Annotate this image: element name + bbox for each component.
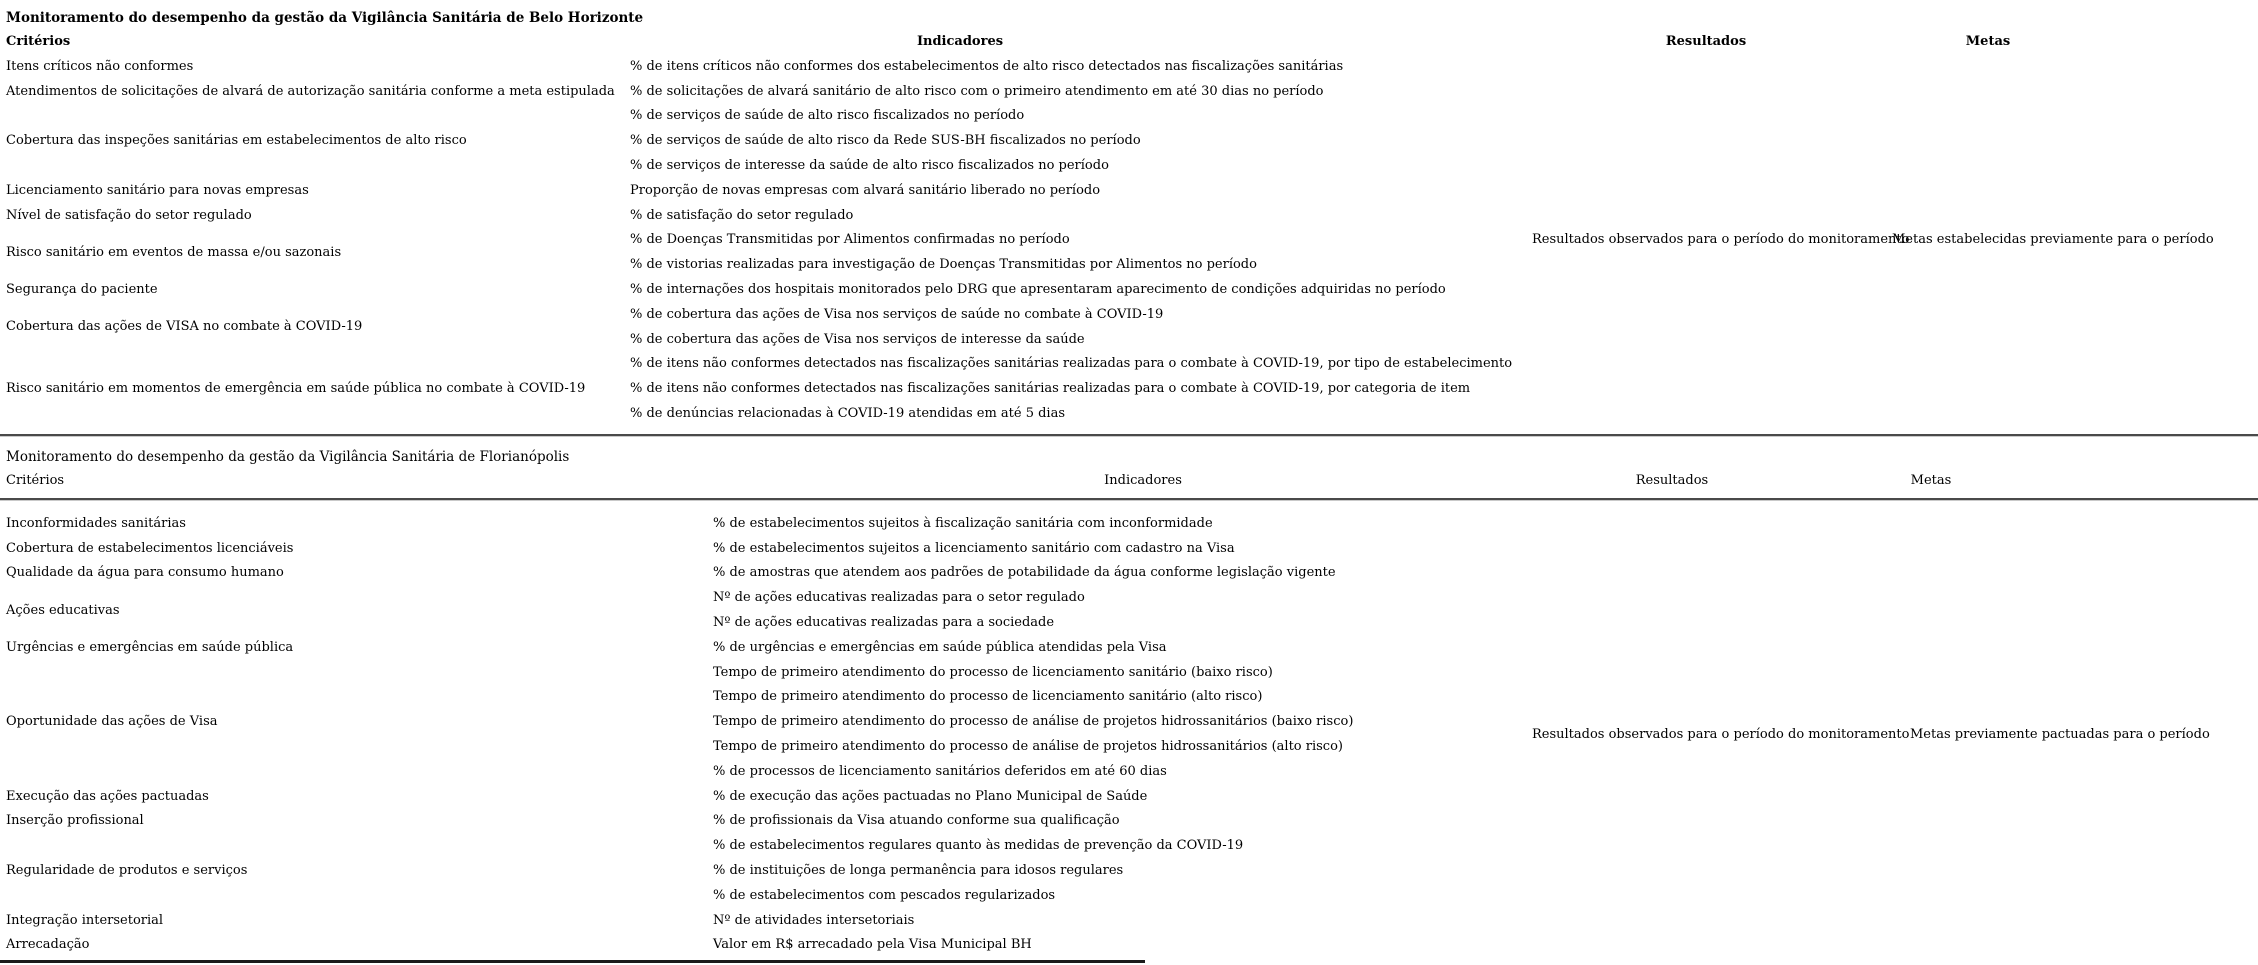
indicator-line: Valor em R$ arrecadado pela Visa Municipal BH <box>713 937 1032 953</box>
indicator-line: Nº de atividades intersetoriais <box>713 912 915 928</box>
indicator-line: % de solicitações de alvará sanitário de alto risco com o primeiro atendimento em até 30 dias no período <box>630 83 1324 99</box>
table-header-row <box>0 30 2258 54</box>
criterion-cell: Risco sanitário em eventos de massa e/ou sazonais <box>6 244 342 260</box>
indicator-group <box>707 660 1532 784</box>
criterion-cell: Cobertura de estabelecimentos licenciáveis <box>6 540 294 556</box>
criterion-cell: Oportunidade das ações de Visa <box>6 714 218 730</box>
indicator-line: % de estabelecimentos sujeitos à fiscalização sanitária com inconformidade <box>713 515 1213 531</box>
bottom-table-edge <box>0 960 1145 963</box>
criterion-cell: Risco sanitário em momentos de emergência em saúde pública no combate à COVID-19 <box>6 381 586 397</box>
criterion-cell: Inconformidades sanitárias <box>6 515 186 531</box>
indicator-group <box>707 561 1532 586</box>
indicator-group <box>624 277 1532 302</box>
column-header-metas: Metas <box>1965 34 2011 49</box>
indicator-line: % de satisfação do setor regulado <box>630 207 854 223</box>
indicator-group <box>707 635 1532 660</box>
criterion-cell: Integração intersetorial <box>6 912 164 928</box>
indicator-line: % de itens não conformes detectados nas fiscalizações sanitárias realizadas para o combate à COVID-19, por categoria de item <box>630 381 1471 397</box>
column-header-indicadores: Indicadores <box>1104 472 1182 488</box>
indicator-group <box>707 511 1532 536</box>
indicator-group <box>707 833 1532 907</box>
column-header-indicadores: Indicadores <box>916 34 1004 49</box>
table-body <box>0 54 2258 426</box>
indicator-group <box>624 54 1532 79</box>
column-header-criterios: Critérios <box>6 34 71 49</box>
indicator-group <box>707 536 1532 561</box>
indicator-line: % de itens não conformes detectados nas fiscalizações sanitárias realizadas para o combate à COVID-19, por tipo de estabelecimento <box>630 356 1513 372</box>
metas-note: Metas previamente pactuadas para o período <box>1910 726 2210 742</box>
indicator-line: % de cobertura das ações de Visa nos serviços de interesse da saúde <box>630 331 1085 347</box>
monitoring-table-florianopolis <box>0 437 2258 957</box>
criterion-cell: Qualidade da água para consumo humano <box>6 565 284 581</box>
indicator-group <box>707 933 1532 958</box>
header-rule <box>0 498 2258 501</box>
indicator-line: % de internações dos hospitais monitorados pelo DRG que apresentaram aparecimento de condições adquiridas no período <box>630 282 1446 298</box>
indicator-group <box>624 178 1532 203</box>
indicator-line: % de denúncias relacionadas à COVID-19 atendidas em até 5 dias <box>630 406 1066 422</box>
column-header-resultados: Resultados <box>1635 472 1709 488</box>
indicator-line: % de estabelecimentos com pescados regularizados <box>713 887 1056 903</box>
criterion-cell: Atendimentos de solicitações de alvará de autorização sanitária conforme a meta estipulada <box>6 83 615 99</box>
indicator-group <box>707 784 1532 809</box>
indicator-line: Proporção de novas empresas com alvará sanitário liberado no período <box>630 182 1101 198</box>
criterion-cell: Segurança do paciente <box>6 282 158 298</box>
criterion-cell: Itens críticos não conformes <box>6 58 194 74</box>
criterion-cell: Cobertura das ações de VISA no combate à COVID-19 <box>6 319 363 335</box>
resultados-note: Resultados observados para o período do monitoramento <box>1532 726 1910 742</box>
column-header-resultados: Resultados <box>1665 34 1747 49</box>
indicator-group <box>707 585 1532 635</box>
indicator-line: Tempo de primeiro atendimento do processo de licenciamento sanitário (alto risco) <box>713 689 1263 705</box>
indicator-line: Nº de ações educativas realizadas para o setor regulado <box>713 590 1085 606</box>
criterion-cell: Regularidade de produtos e serviços <box>6 863 248 878</box>
table-header-row <box>0 469 2258 493</box>
indicator-line: Tempo de primeiro atendimento do processo de licenciamento sanitário (baixo risco) <box>713 664 1273 680</box>
criterion-cell: Urgências e emergências em saúde pública <box>6 639 294 655</box>
indicator-group <box>707 809 1532 834</box>
indicator-line: % de profissionais da Visa atuando conforme sua qualificação <box>713 813 1120 829</box>
table-body <box>0 511 2258 957</box>
indicator-group <box>624 79 1532 104</box>
resultados-note: Resultados observados para o período do monitoramento <box>1532 232 1910 248</box>
indicator-group <box>624 228 1532 278</box>
criterion-cell: Cobertura das inspeções sanitárias em estabelecimentos de alto risco <box>6 133 467 149</box>
indicator-group <box>624 104 1532 178</box>
indicator-line: % de serviços de saúde de alto risco da Rede SUS-BH fiscalizados no período <box>630 133 1141 149</box>
column-header-metas: Metas <box>1910 472 1952 488</box>
indicator-line: % de serviços de interesse da saúde de alto risco fiscalizados no período <box>630 158 1109 174</box>
indicator-group <box>624 203 1532 228</box>
metas-note: Metas estabelecidas previamente para o período <box>1892 232 2214 248</box>
indicator-line: % de processos de licenciamento sanitários deferidos em até 60 dias <box>713 763 1167 779</box>
indicator-line: % de amostras que atendem aos padrões de potabilidade da água conforme legislação vigente <box>713 565 1336 581</box>
indicator-line: % de urgências e emergências em saúde pública atendidas pela Visa <box>713 639 1167 655</box>
indicator-group <box>707 908 1532 933</box>
indicator-line: % de Doenças Transmitidas por Alimentos confirmadas no período <box>630 232 1070 248</box>
indicator-line: % de estabelecimentos sujeitos a licenciamento sanitário com cadastro na Visa <box>713 540 1235 556</box>
indicator-line: Tempo de primeiro atendimento do processo de análise de projetos hidrossanitários (alto risco) <box>713 739 1343 755</box>
criterion-cell: Inserção profissional <box>6 813 144 829</box>
indicator-line: % de itens críticos não conformes dos estabelecimentos de alto risco detectados nas fiscalizações sanitárias <box>630 58 1344 74</box>
indicator-line: % de estabelecimentos regulares quanto às medidas de prevenção da COVID-19 <box>713 838 1244 854</box>
criterion-cell: Licenciamento sanitário para novas empresas <box>6 182 309 198</box>
indicator-group <box>624 352 1532 426</box>
column-header-criterios: Critérios <box>6 472 65 488</box>
monitoring-table-belo-horizonte <box>0 0 2258 426</box>
indicator-line: % de instituições de longa permanência para idosos regulares <box>713 863 1124 878</box>
table-title: Monitoramento do desempenho da gestão da Vigilância Sanitária de Florianópolis <box>6 448 570 465</box>
criterion-cell: Arrecadação <box>6 937 90 953</box>
indicator-line: % de serviços de saúde de alto risco fiscalizados no período <box>630 108 1025 124</box>
indicator-group <box>624 302 1532 352</box>
indicator-line: % de vistorias realizadas para investigação de Doenças Transmitidas por Alimentos no período <box>630 257 1257 273</box>
indicator-line: Nº de ações educativas realizadas para a sociedade <box>713 615 1055 631</box>
criterion-cell: Nível de satisfação do setor regulado <box>6 207 252 223</box>
table-title: Monitoramento do desempenho da gestão da Vigilância Sanitária de Belo Horizonte <box>6 10 644 26</box>
indicator-line: Tempo de primeiro atendimento do processo de análise de projetos hidrossanitários (baixo risco) <box>713 714 1354 730</box>
indicator-line: % de execução das ações pactuadas no Plano Municipal de Saúde <box>713 788 1148 804</box>
indicator-line: % de cobertura das ações de Visa nos serviços de saúde no combate à COVID-19 <box>630 306 1164 322</box>
criterion-cell: Execução das ações pactuadas <box>6 788 209 804</box>
criterion-cell: Ações educativas <box>6 602 120 618</box>
